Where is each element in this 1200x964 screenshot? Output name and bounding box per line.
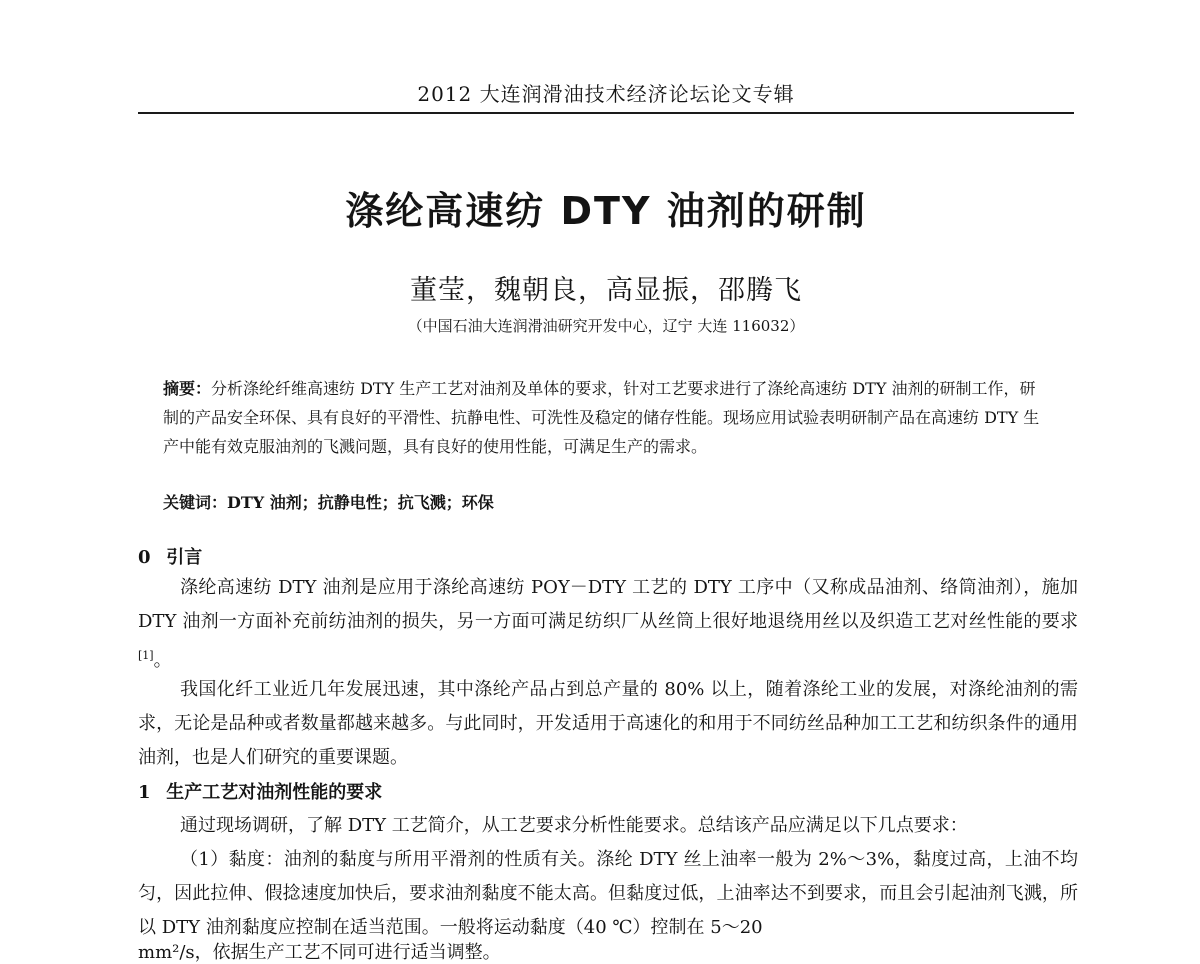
keywords bbox=[163, 490, 1051, 513]
citation-ref: [1] bbox=[138, 649, 154, 662]
paper-title: 涤纶高速纺 DTY 油剂的研制 bbox=[345, 189, 867, 233]
intro-paragraph-2: 我国化纤工业近几年发展迅速，其中涤纶产品占到总产量的 80% 以上，随着涤纶工业的发展，对涤纶油剂的需求，无论是品种或者数量都越来越多。与此同时，开发适用于高速化的和用于不同纺丝品种加工工艺和纺织条件的通用油剂，也是人们研究的重要课题。 bbox=[138, 679, 1078, 768]
abstract-text: 分析涤纶纤维高速纺 DTY 生产工艺对油剂及单体的要求，针对工艺要求进行了涤纶高速纺 DTY 油剂的研制工作，研制的产品安全环保、具有良好的平滑性、抗静电性、可洗性及稳定的储存性能。现场应用试验表明研制产品在高速纺 DTY 生产中能有效克服油剂的飞溅问题，具有良好的使用性能，可满足生产的需求。 bbox=[163, 379, 1040, 456]
abstract-label: 摘要： bbox=[163, 379, 212, 398]
affiliation: （中国石油大连润滑油研究开发中心，辽宁 大连 116032） bbox=[407, 317, 805, 335]
keywords-label: 关键词： bbox=[163, 493, 228, 512]
keywords-text: DTY 油剂；抗静电性；抗飞溅；环保 bbox=[227, 493, 494, 512]
intro-paragraph-1-end: 。 bbox=[153, 650, 172, 671]
header-rule bbox=[138, 112, 1074, 114]
section-title: 生产工艺对油剂性能的要求 bbox=[166, 782, 383, 803]
requirements-paragraph-1: 通过现场调研，了解 DTY 工艺简介，从工艺要求分析性能要求。总结该产品应满足以下几点要求： bbox=[180, 815, 968, 836]
requirements-paragraph-2-tail: mm²/s，依据生产工艺不同可进行适当调整。 bbox=[138, 942, 501, 963]
intro-paragraph-1-text: 涤纶高速纺 DTY 油剂是应用于涤纶高速纺 POY－DTY 工艺的 DTY 工序中（又称成品油剂、络筒油剂），施加 DTY 油剂一方面补充前纺油剂的损失，另一方面可满足纺织厂从丝筒上很好地退绕用丝以及织造工艺对丝性能的要求 bbox=[138, 577, 1078, 632]
authors: 董莹，魏朝良，高显振，邵腾飞 bbox=[410, 275, 802, 306]
section-number: 1 bbox=[138, 782, 151, 803]
requirements-paragraph-2: （1）黏度：油剂的黏度与所用平滑剂的性质有关。涤纶 DTY 丝上油率一般为 2%～3%，黏度过高，上油不均匀，因此拉伸、假捻速度加快后，要求油剂黏度不能太高。但黏度过低，上油率达不到要求，而且会引起油剂飞溅，所以 DTY 油剂黏度应控制在适当范围。一般将运动黏度（40 ℃）控制在 5～20 bbox=[138, 849, 1078, 938]
abstract bbox=[163, 374, 1051, 461]
intro-paragraph-1 bbox=[138, 571, 1078, 678]
section-number: 0 bbox=[138, 547, 151, 568]
section-heading-intro bbox=[138, 543, 1078, 569]
section-heading-requirements bbox=[138, 778, 1078, 804]
section-title: 引言 bbox=[166, 547, 203, 568]
running-header: 2012 大连润滑油技术经济论坛论文专辑 bbox=[417, 82, 795, 106]
